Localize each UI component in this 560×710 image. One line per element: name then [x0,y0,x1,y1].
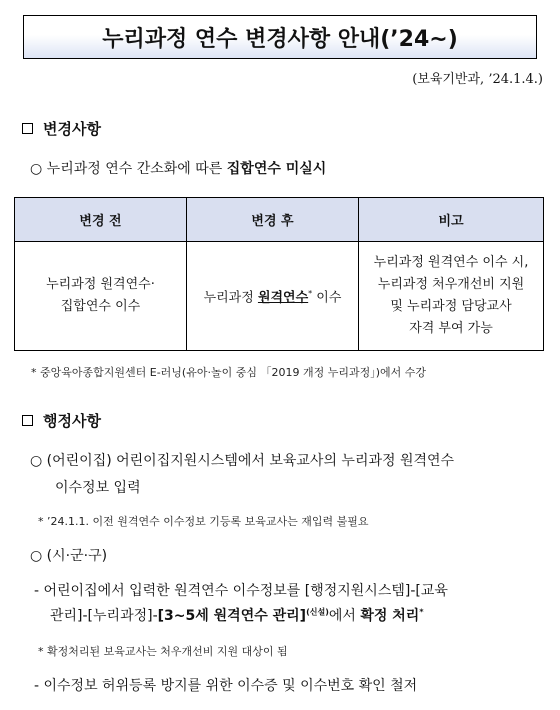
cell-after-prefix: 누리과정 [203,290,258,306]
source-note: (보육기반과, ’24.1.4.) [412,72,543,87]
changes-intro [30,158,326,178]
admin-item1-line2: 이수정보 입력 [55,480,141,496]
cell-note-line: 및 누리과정 담당교사 [390,299,512,314]
title-banner [23,15,537,59]
changes-footnote: * 중앙육아종합지원센터 E-러닝(유아·놀이 중심 「2019 개정 누리과정」)에서 수강 [31,366,426,379]
dash1-part-c: 에서 [328,608,361,624]
header-after: 변경 후 [187,198,359,242]
checkbox-square-icon [22,415,33,426]
admin-item1-line1: ○ (어린이집) 어린이집지원시스템에서 보육교사의 누리과정 원격연수 [30,453,455,469]
dash1-part-d: 확정 처리 [360,608,420,624]
cell-after-underlined: 원격연수 [257,290,309,306]
admin-item2-dash1-note: * 확정처리된 보육교사는 처우개선비 지원 대상이 됨 [38,645,288,658]
table-row [15,242,544,351]
cell-note-line: 자격 부여 가능 [409,321,493,336]
changes-intro-prefix: ○ 누리과정 연수 간소화에 따른 [30,161,227,177]
header-note: 비고 [359,198,544,242]
admin-item2-dash2: - 이수정보 허위등록 방지를 위한 이수증 및 이수번호 확인 철저 [34,678,418,694]
document-title: 누리과정 연수 변경사항 안내(’24~) [102,26,458,52]
cell-note-line: 누리과정 원격연수 이수 시, [373,255,529,270]
admin-item2-dash1-line2 [50,605,424,625]
section-admin-heading [22,410,101,431]
cell-before-line: 누리과정 원격연수· [46,277,155,292]
admin-item2-dash1-line1: - 어린이집에서 입력한 원격연수 이수정보를 [행정지원시스템]-[교육 [34,583,448,599]
section-changes-label: 변경사항 [43,120,101,138]
cell-after [187,242,359,351]
checkbox-square-icon [22,123,33,134]
cell-before-line: 집합연수 이수 [60,299,141,314]
admin-item1-note: * ’24.1.1. 이전 원격연수 이수정보 기등록 보육교사는 재입력 불필요 [38,515,369,528]
dash1-part-a: 관리]-[누리과정]- [50,608,158,624]
header-before: 변경 전 [15,198,187,242]
admin-item2-head: ○ (시·군·구) [30,548,108,564]
dash1-part-b: [3~5세 원격연수 관리] [157,608,307,624]
cell-after-suffix: 이수 [312,290,342,306]
changes-intro-bold: 집합연수 미실시 [226,161,327,177]
cell-after-sup: * [308,288,313,298]
cell-note [359,242,544,351]
change-table [14,197,544,351]
cell-note-line: 누리과정 처우개선비 지원 [377,277,525,292]
cell-before [15,242,187,351]
section-admin-label: 행정사항 [43,412,101,430]
table-header-row [15,198,544,242]
dash1-sup2: * [419,607,424,617]
dash1-sup: (신설) [306,607,329,617]
section-changes-heading [22,118,101,139]
